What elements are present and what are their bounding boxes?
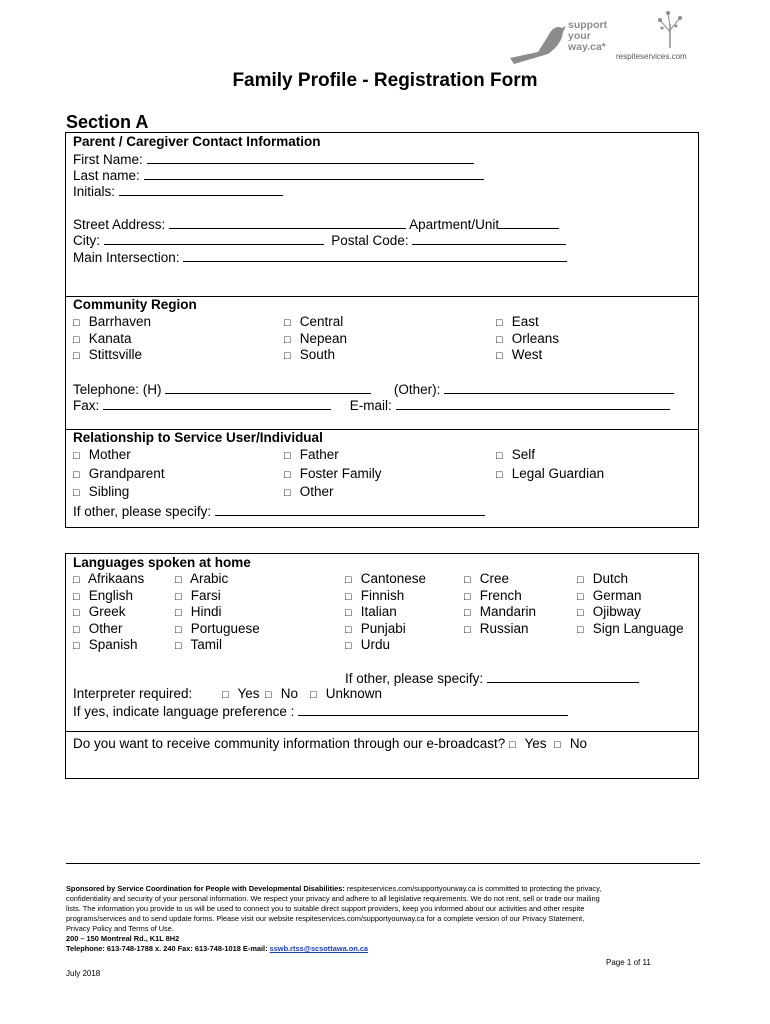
- broadcast-divider: [66, 731, 698, 732]
- option-other[interactable]: [284, 484, 334, 501]
- checkbox-icon[interactable]: □: [265, 689, 272, 701]
- option-label: Self: [511, 447, 536, 462]
- option-label: Mother: [88, 447, 131, 462]
- footer-rule: [66, 863, 700, 864]
- option-sign-language[interactable]: [577, 621, 684, 638]
- footer-line: confidentiality and security of your personal information. We respect your privacy and adhere to all legislative requirements. We do not rent, sell or trade our mailing: [66, 894, 600, 903]
- checkbox-icon[interactable]: □: [464, 590, 471, 603]
- initials-label: Initials:: [73, 184, 116, 199]
- email-field[interactable]: [396, 397, 670, 410]
- option-finnish[interactable]: [345, 588, 404, 605]
- option-label: West: [511, 347, 543, 362]
- language-specify-label: If other, please specify:: [345, 671, 484, 686]
- checkbox-icon[interactable]: □: [222, 689, 229, 701]
- option-label: Orleans: [511, 330, 560, 346]
- option-west[interactable]: [496, 347, 542, 364]
- option-east[interactable]: [496, 314, 539, 331]
- option-label: Hindi: [190, 604, 222, 619]
- languages-heading: Languages spoken at home: [73, 555, 251, 570]
- option-label: Other: [299, 484, 334, 499]
- broadcast-row: [73, 736, 587, 753]
- checkbox-icon[interactable]: □: [175, 623, 182, 636]
- checkbox-icon[interactable]: □: [496, 350, 503, 362]
- checkbox-icon[interactable]: □: [73, 590, 80, 603]
- checkbox-icon[interactable]: □: [284, 333, 291, 346]
- option-farsi[interactable]: [175, 588, 221, 605]
- apartment-field[interactable]: [499, 216, 559, 229]
- checkbox-icon[interactable]: □: [175, 607, 182, 619]
- checkbox-icon[interactable]: □: [73, 574, 80, 586]
- footer-line: [66, 884, 706, 894]
- option-label: Finnish: [360, 587, 405, 603]
- option-south[interactable]: [284, 347, 335, 364]
- street-label: Street Address:: [73, 217, 166, 232]
- checkbox-icon[interactable]: □: [577, 574, 584, 586]
- option-label: East: [511, 314, 539, 329]
- intersection-field[interactable]: [183, 249, 567, 262]
- option-label: Stittsville: [88, 347, 143, 362]
- supportyourway-logo-text: [568, 20, 607, 53]
- checkbox-icon[interactable]: □: [496, 333, 503, 346]
- section-heading: Section A: [66, 112, 149, 132]
- broadcast-question: Do you want to receive community information through our e-broadcast?: [73, 736, 506, 751]
- option-label: Kanata: [88, 330, 132, 346]
- contact-heading: Parent / Caregiver Contact Information: [73, 134, 321, 149]
- option-ojibway[interactable]: [577, 604, 641, 621]
- option-grandparent[interactable]: [73, 466, 165, 483]
- option-arabic[interactable]: [175, 571, 228, 588]
- checkbox-icon[interactable]: □: [284, 468, 291, 481]
- last-name-label: Last name:: [73, 168, 140, 183]
- footer-text: [66, 884, 706, 954]
- relationship-specify-field[interactable]: [215, 503, 485, 516]
- region-heading: Community Region: [73, 297, 197, 312]
- checkbox-icon[interactable]: □: [175, 574, 182, 586]
- option-label: Russian: [479, 620, 529, 636]
- option-label: Sign Language: [592, 620, 684, 636]
- option-foster-family[interactable]: [284, 466, 382, 483]
- footer-date: July 2018: [66, 969, 101, 978]
- telephone-row: [73, 381, 674, 398]
- option-label: French: [479, 587, 522, 603]
- checkbox-icon[interactable]: □: [284, 487, 291, 499]
- checkbox-icon[interactable]: □: [73, 450, 80, 462]
- email-label: E-mail:: [349, 398, 392, 413]
- checkbox-icon[interactable]: □: [73, 623, 80, 636]
- checkbox-icon[interactable]: □: [577, 590, 584, 603]
- language-specify-row: [345, 670, 639, 687]
- option-label: Cantonese: [360, 571, 427, 586]
- interpreter-yes-option[interactable]: [222, 686, 260, 703]
- page-title: Family Profile - Registration Form: [232, 70, 538, 91]
- option-label: Foster Family: [299, 465, 382, 481]
- checkbox-icon[interactable]: □: [73, 468, 80, 481]
- option-label: Sibling: [88, 484, 130, 499]
- relationship-specify-row: [73, 503, 485, 520]
- sponsor-text: respiteservices.com/supportyourway.ca is committed to protecting the privacy,: [344, 884, 602, 893]
- option-sibling[interactable]: [73, 484, 129, 501]
- checkbox-icon[interactable]: □: [345, 640, 352, 652]
- option-label: Dutch: [592, 571, 629, 586]
- logo-text-line: your: [568, 30, 591, 42]
- telephone-field[interactable]: [165, 381, 371, 394]
- city-label: City:: [73, 233, 100, 248]
- option-label: Ojibway: [592, 604, 641, 619]
- checkbox-icon[interactable]: □: [175, 590, 182, 603]
- interpreter-label: Interpreter required:: [73, 686, 193, 701]
- option-label: Nepean: [299, 330, 348, 346]
- option-label: Other: [88, 620, 123, 636]
- option-label: English: [88, 587, 134, 603]
- checkbox-icon[interactable]: □: [310, 689, 317, 701]
- option-label: Mandarin: [479, 604, 537, 619]
- option-other[interactable]: [73, 621, 123, 638]
- fax-field[interactable]: [103, 397, 331, 410]
- checkbox-icon[interactable]: □: [464, 574, 471, 586]
- intersection-label: Main Intersection:: [73, 250, 180, 265]
- postal-label: Postal Code:: [331, 233, 409, 248]
- preference-label: If yes, indicate language preference :: [73, 704, 295, 719]
- last-name-field[interactable]: [144, 167, 484, 180]
- checkbox-icon[interactable]: □: [284, 350, 291, 362]
- option-legal-guardian[interactable]: [496, 466, 604, 483]
- option-greek[interactable]: [73, 604, 126, 621]
- option-label: Farsi: [190, 587, 221, 603]
- checkbox-icon[interactable]: □: [73, 333, 80, 346]
- interpreter-unknown-label: Unknown: [325, 686, 383, 701]
- relationship-heading: Relationship to Service User/Individual: [73, 430, 323, 445]
- interpreter-row: [73, 686, 192, 702]
- interpreter-unknown-option[interactable]: [310, 686, 382, 703]
- broadcast-no-label: No: [569, 736, 588, 751]
- checkbox-icon[interactable]: □: [508, 739, 516, 751]
- option-cree[interactable]: [464, 571, 509, 588]
- street-row: [73, 216, 559, 233]
- checkbox-icon[interactable]: □: [345, 607, 352, 619]
- checkbox-icon[interactable]: □: [345, 623, 352, 636]
- fax-label: Fax:: [73, 398, 100, 413]
- option-english[interactable]: [73, 588, 133, 605]
- option-german[interactable]: [577, 588, 642, 605]
- broadcast-yes-label: Yes: [524, 736, 547, 751]
- preference-field[interactable]: [298, 703, 568, 716]
- language-specify-field[interactable]: [487, 670, 639, 683]
- checkbox-icon[interactable]: □: [464, 607, 471, 619]
- option-nepean[interactable]: [284, 331, 347, 348]
- option-dutch[interactable]: [577, 571, 628, 588]
- checkbox-icon[interactable]: □: [73, 350, 80, 362]
- option-cantonese[interactable]: [345, 571, 426, 588]
- city-field[interactable]: [104, 232, 324, 245]
- option-label: Spanish: [88, 637, 138, 652]
- other-phone-label: (Other):: [393, 382, 441, 397]
- checkbox-icon[interactable]: □: [496, 468, 503, 481]
- checkbox-icon[interactable]: □: [73, 487, 80, 499]
- postal-field[interactable]: [412, 232, 566, 245]
- option-father[interactable]: [284, 447, 339, 464]
- option-spanish[interactable]: [73, 637, 138, 654]
- option-label: Cree: [479, 571, 510, 586]
- checkbox-icon[interactable]: □: [577, 623, 584, 636]
- checkbox-icon[interactable]: □: [73, 317, 80, 329]
- footer-address: 200 – 150 Montreal Rd., K1L 8H2: [66, 934, 180, 943]
- tree-logo-icon: [650, 10, 690, 50]
- option-russian[interactable]: [464, 621, 529, 638]
- option-label: Grandparent: [88, 465, 165, 481]
- interpreter-no-label: No: [280, 686, 299, 701]
- option-portuguese[interactable]: [175, 621, 260, 638]
- checkbox-icon[interactable]: □: [496, 317, 503, 329]
- relationship-specify-label: If other, please specify:: [73, 504, 212, 519]
- telephone-label: Telephone: (H): [73, 382, 162, 397]
- footer-telephone-text: Telephone: 613-748-1788 x. 240 Fax: 613-748-1018 E-mail:: [66, 944, 268, 953]
- checkbox-icon[interactable]: □: [284, 317, 291, 329]
- option-label: Legal Guardian: [511, 465, 605, 481]
- apartment-label: Apartment/Unit: [409, 217, 500, 232]
- fax-row: [73, 397, 670, 414]
- interpreter-no-option[interactable]: [265, 686, 298, 703]
- option-tamil[interactable]: [175, 637, 222, 654]
- option-label: Greek: [88, 604, 126, 619]
- logo-text-line: support: [568, 19, 608, 31]
- checkbox-icon[interactable]: □: [284, 450, 291, 462]
- last-name-row: [73, 167, 484, 184]
- first-name-label: First Name:: [73, 152, 143, 167]
- logo-text-line: way.ca*: [568, 41, 606, 53]
- option-central[interactable]: [284, 314, 343, 331]
- initials-row: [73, 183, 283, 200]
- checkbox-icon[interactable]: □: [577, 607, 584, 619]
- checkbox-icon[interactable]: □: [345, 574, 352, 586]
- option-label: Central: [299, 314, 344, 329]
- option-label: Arabic: [190, 571, 229, 586]
- footer-line: lists. The information you provide to us will be used to connect you to suitable direct support providers, keep you informed about our activities and other respite: [66, 904, 585, 913]
- city-row: [73, 232, 566, 249]
- option-self[interactable]: [496, 447, 535, 464]
- option-label: Barrhaven: [88, 314, 152, 329]
- option-label: Punjabi: [360, 620, 406, 636]
- initials-field[interactable]: [119, 183, 283, 196]
- checkbox-icon[interactable]: □: [175, 640, 182, 652]
- option-orleans[interactable]: [496, 331, 559, 348]
- sponsor-bold: Sponsored by Service Coordination for People with Developmental Disabilities:: [66, 884, 345, 893]
- option-stittsville[interactable]: [73, 347, 142, 364]
- first-name-row: [73, 151, 474, 168]
- checkbox-icon[interactable]: □: [464, 623, 471, 636]
- respiteservices-logo-text: respiteservices.com: [616, 52, 687, 61]
- page-number: Page 1 of 11: [606, 958, 651, 967]
- intersection-row: [73, 249, 567, 266]
- checkbox-icon[interactable]: □: [345, 590, 352, 603]
- first-name-field[interactable]: [147, 151, 474, 164]
- option-urdu[interactable]: [345, 637, 390, 654]
- checkbox-icon[interactable]: □: [73, 640, 80, 652]
- option-label: Afrikaans: [88, 571, 145, 586]
- option-mandarin[interactable]: [464, 604, 536, 621]
- option-italian[interactable]: [345, 604, 397, 621]
- option-french[interactable]: [464, 588, 522, 605]
- option-afrikaans[interactable]: [73, 571, 144, 588]
- email-link[interactable]: sswb.rtss@scsottawa.on.ca: [269, 944, 369, 953]
- option-label: German: [592, 587, 642, 603]
- option-kanata[interactable]: [73, 331, 132, 348]
- option-label: Italian: [360, 604, 397, 619]
- option-label: Urdu: [360, 637, 391, 652]
- option-label: Portuguese: [190, 620, 260, 636]
- other-phone-field[interactable]: [444, 381, 674, 394]
- interpreter-yes-label: Yes: [237, 686, 260, 701]
- option-label: South: [299, 347, 336, 362]
- footer-telephone: [66, 944, 706, 954]
- checkbox-icon[interactable]: □: [554, 739, 561, 751]
- street-field[interactable]: [169, 216, 406, 229]
- option-label: Father: [299, 447, 339, 462]
- option-barrhaven[interactable]: [73, 314, 151, 331]
- preference-row: [73, 703, 568, 720]
- option-mother[interactable]: [73, 447, 131, 464]
- footer-line: programs/services and to send update forms. Please visit our website respiteservices.com/supportyourway.ca for a complete version of our Privacy Statement,: [66, 914, 585, 923]
- checkbox-icon[interactable]: □: [496, 450, 503, 462]
- option-hindi[interactable]: [175, 604, 222, 621]
- option-label: Tamil: [190, 637, 223, 652]
- footer-line: Privacy Policy and Terms of Use.: [66, 924, 174, 933]
- checkbox-icon[interactable]: □: [73, 607, 80, 619]
- option-punjabi[interactable]: [345, 621, 406, 638]
